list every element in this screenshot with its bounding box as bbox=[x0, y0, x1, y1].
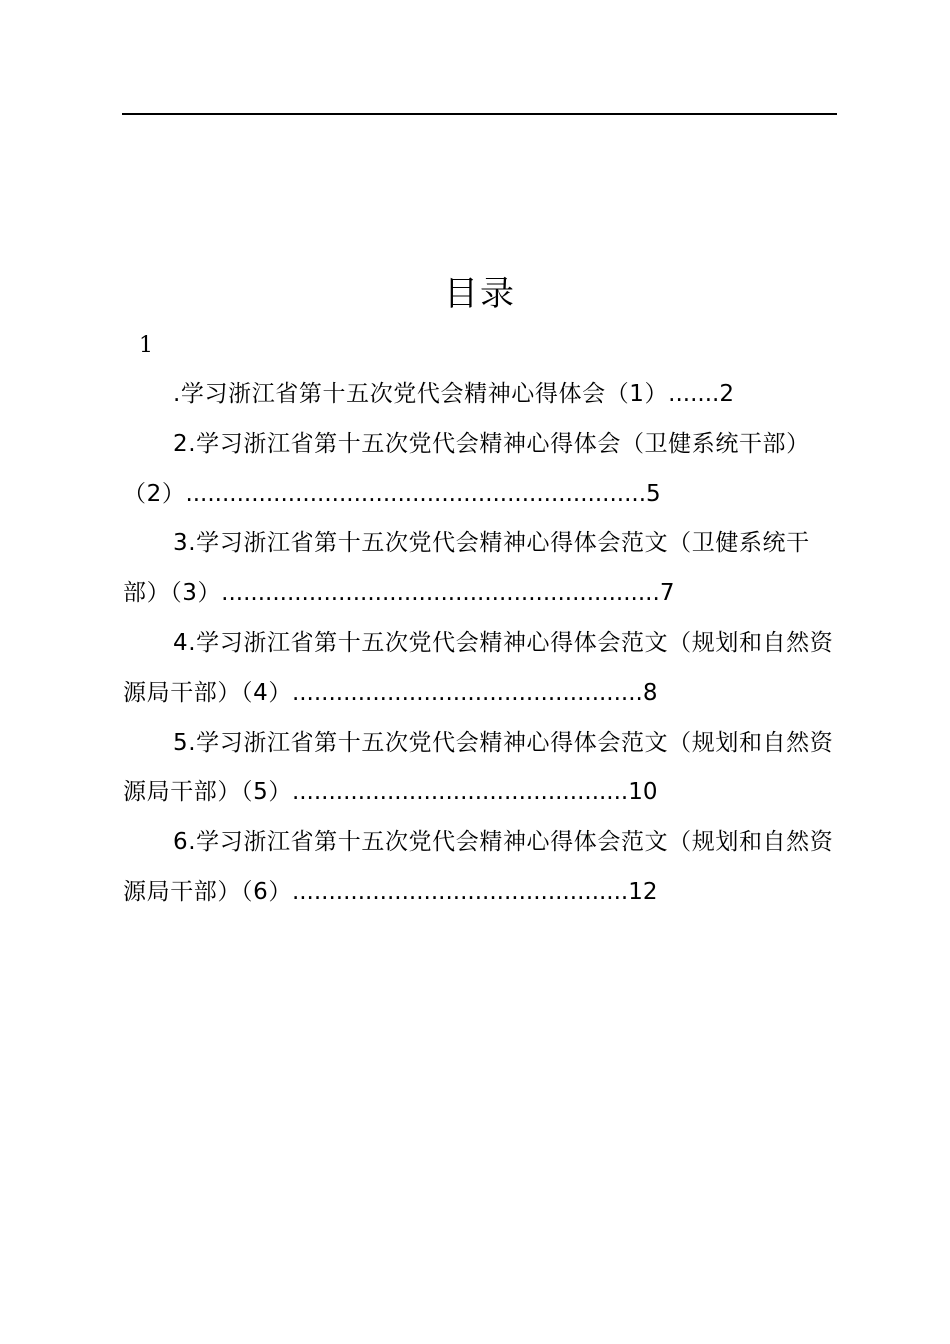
toc-entry-leader: .............................................. bbox=[291, 779, 629, 806]
toc-entry-page: 2 bbox=[719, 381, 734, 407]
toc-entry-3[interactable] bbox=[123, 519, 838, 619]
toc-entry-text: 6.学习浙江省第十五次党代会精神心得体会范文（规划和自然资源局干部）（6） bbox=[123, 829, 834, 905]
toc-entry-text: 2.学习浙江省第十五次党代会精神心得体会（卫健系统干部）（2） bbox=[123, 430, 810, 507]
toc-title: 目录 bbox=[444, 274, 516, 314]
toc-entry-6[interactable] bbox=[123, 818, 838, 918]
toc-entry-text: 3.学习浙江省第十五次党代会精神心得体会范文（卫健系统干部）（3） bbox=[123, 530, 810, 607]
toc-entry-page: 5 bbox=[646, 480, 661, 507]
toc-entry-4[interactable] bbox=[123, 619, 838, 719]
toc-entry-2[interactable] bbox=[123, 420, 838, 520]
toc-entry-leader: ................................................ bbox=[291, 679, 643, 706]
stray-number: 1 bbox=[139, 333, 153, 358]
toc-entry-1[interactable] bbox=[123, 370, 838, 420]
toc-entry-leader: ............................................................ bbox=[221, 580, 660, 607]
toc-entry-leader: ............................................................... bbox=[185, 480, 647, 507]
toc-entry-text: 5.学习浙江省第十五次党代会精神心得体会范文（规划和自然资源局干部）（5） bbox=[123, 729, 834, 806]
toc-entry-leader: .............................................. bbox=[291, 878, 629, 905]
header-rule bbox=[122, 113, 837, 115]
toc-list bbox=[123, 370, 838, 918]
toc-entry-page: 7 bbox=[659, 580, 675, 607]
toc-entry-text: .学习浙江省第十五次党代会精神心得体会（1） bbox=[173, 381, 669, 407]
toc-entry-5[interactable] bbox=[123, 719, 838, 819]
toc-entry-leader: ....... bbox=[668, 381, 720, 407]
toc-entry-page: 12 bbox=[628, 878, 658, 905]
toc-entry-page: 10 bbox=[628, 779, 658, 806]
toc-entry-text: 4.学习浙江省第十五次党代会精神心得体会范文（规划和自然资源局干部）（4） bbox=[123, 629, 834, 706]
toc-entry-page: 8 bbox=[642, 679, 658, 706]
